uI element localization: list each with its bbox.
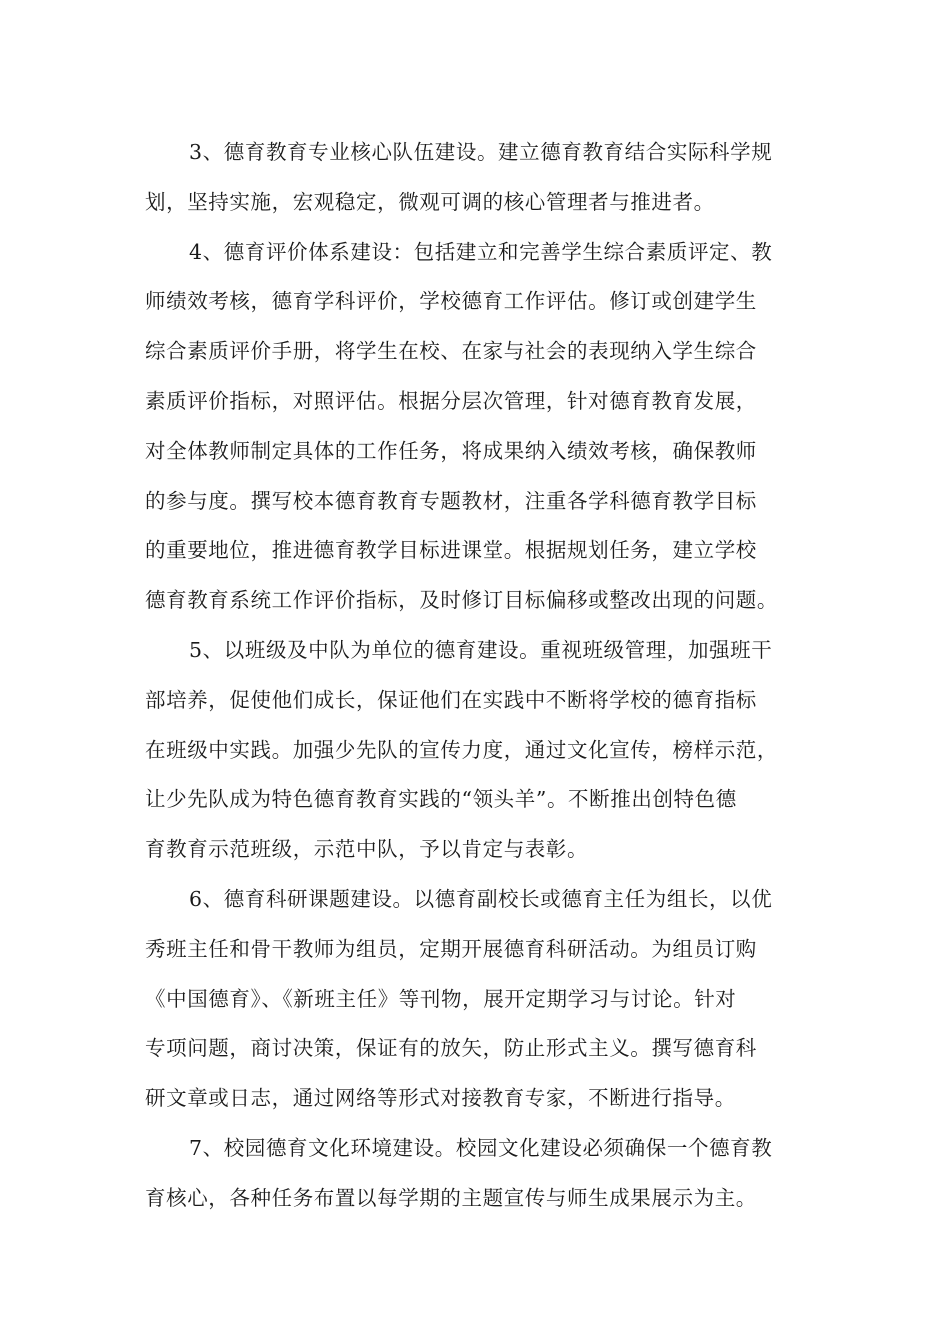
paragraph-first-line: 7、校园德育文化环境建设。校园文化建设必须确保一个德育教: [189, 1135, 773, 1160]
paragraph-line: 研文章或日志，通过网络等形式对接教育专家，不断进行指导。: [145, 1086, 736, 1111]
paragraph-line: 育核心，各种任务布置以每学期的主题宣传与师生成果展示为主。: [145, 1185, 757, 1210]
paragraph-first-line: 3、德育教育专业核心队伍建设。建立德育教育结合实际科学规: [189, 140, 773, 164]
paragraph-line: 育教育示范班级，示范中队，予以肯定与表彰。: [145, 837, 589, 862]
paragraph-line: 综合素质评价手册，将学生在校、在家与社会的表现纳入学生综合: [145, 339, 757, 364]
paragraph-line: 让少先队成为特色德育教育实践的“领头羊”。不断推出创特色德: [145, 787, 737, 812]
paragraph-first-line: 5、以班级及中队为单位的德育建设。重视班级管理，加强班干: [189, 637, 773, 662]
document-body: [145, 128, 809, 1224]
paragraph-line: 专项问题，商讨决策，保证有的放矢，防止形式主义。撰写德育科: [145, 1036, 757, 1061]
paragraph-line: 对全体教师制定具体的工作任务，将成果纳入绩效考核，确保教师: [145, 438, 757, 463]
paragraph-line: 《中国德育》、《新班主任》等刊物，展开定期学习与讨论。针对: [145, 986, 737, 1011]
paragraph-first-line: 6、德育科研课题建设。以德育副校长或德育主任为组长，以优: [189, 886, 773, 911]
paragraph-line: 师绩效考核，德育学科评价，学校德育工作评估。修订或创建学生: [145, 289, 757, 314]
paragraph-first-line: 4、德育评价体系建设：包括建立和完善学生综合素质评定、教: [189, 239, 773, 264]
paragraph-line: 的重要地位，推进德育教学目标进课堂。根据规划任务，建立学校: [145, 538, 757, 563]
paragraph-line: 在班级中实践。加强少先队的宣传力度，通过文化宣传，榜样示范，: [145, 737, 778, 762]
paragraph-line: 素质评价指标，对照评估。根据分层次管理，针对德育教育发展，: [145, 388, 757, 413]
paragraph-line: 划，坚持实施，宏观稳定，微观可调的核心管理者与推进者。: [145, 189, 715, 214]
paragraph-line: 德育教育系统工作评价指标，及时修订目标偏移或整改出现的问题。: [145, 588, 778, 613]
paragraph-line: 秀班主任和骨干教师为组员，定期开展德育科研活动。为组员订购: [145, 936, 757, 961]
paragraph-line: 部培养，促使他们成长，保证他们在实践中不断将学校的德育指标: [145, 687, 757, 712]
paragraph-line: 的参与度。撰写校本德育教育专题教材，注重各学科德育教学目标: [145, 488, 757, 513]
